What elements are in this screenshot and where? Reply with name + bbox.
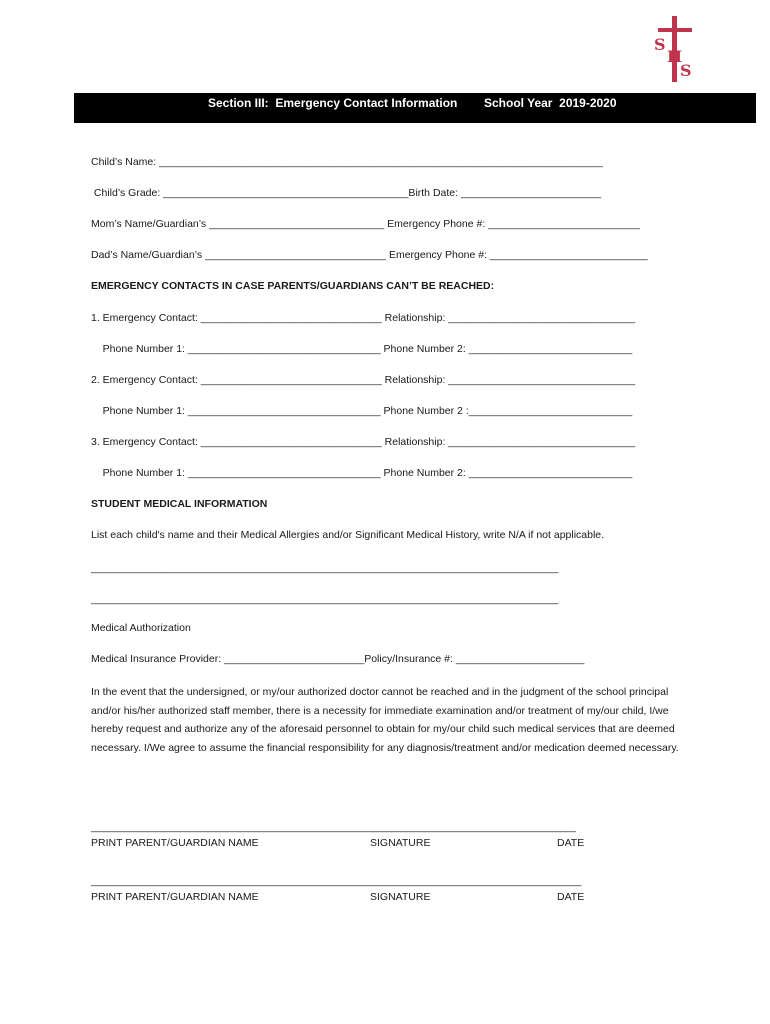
signature-label-1: SIGNATURE: [370, 837, 431, 849]
consent-paragraph: In the event that the undersigned, or my/our authorized doctor cannot be reached and in the judgment of the school principal and/or his/her authorized staff member, there is a necessity for immediate examination and/or treatment of my/our child, I/we hereby request and authorize any of the aforesaid personnel to obtain for my/our child such medical services that are deemed necessary. I/We agree to assume the financial responsibility for any diagnosis/treatment and/or medication deemed necessary.: [91, 686, 679, 754]
child-grade-field[interactable]: Child’s Grade: __________________________________________Birth Date: ________________________: [91, 187, 602, 199]
svg-text:S: S: [680, 61, 692, 80]
school-year: School Year 2019-2020: [484, 96, 617, 110]
school-logo-cross: [650, 14, 700, 84]
emergency-contact-1[interactable]: 1. Emergency Contact: _______________________________ Relationship: ________________________________: [91, 312, 636, 324]
emergency-contact-2-phones[interactable]: Phone Number 1: _________________________________ Phone Number 2 :____________________________: [91, 405, 633, 417]
print-name-label-2: PRINT PARENT/GUARDIAN NAME: [91, 891, 259, 903]
medical-history-line-2[interactable]: ________________________________________________________________________________: [91, 593, 559, 605]
emergency-contact-3-phones[interactable]: Phone Number 1: _________________________________ Phone Number 2: ____________________________: [91, 467, 633, 479]
signature-line-1[interactable]: ___________________________________________________________________________________: [91, 821, 576, 833]
section-title: Section III: Emergency Contact Information: [208, 96, 458, 110]
medical-history-line-1[interactable]: ________________________________________________________________________________: [91, 562, 559, 574]
medical-authorization-label: Medical Authorization: [91, 622, 191, 634]
mom-guardian-field[interactable]: Mom’s Name/Guardian’s ______________________________ Emergency Phone #: __________________________: [91, 218, 640, 230]
emergency-contact-1-phones[interactable]: Phone Number 1: _________________________________ Phone Number 2: ____________________________: [91, 343, 633, 355]
dad-guardian-field[interactable]: Dad’s Name/Guardian’s _______________________________ Emergency Phone #: ___________________________: [91, 249, 648, 261]
child-name-field[interactable]: Child’s Name: ____________________________________________________________________________: [91, 156, 603, 168]
print-name-label-1: PRINT PARENT/GUARDIAN NAME: [91, 837, 259, 849]
svg-text:H: H: [667, 47, 683, 66]
emergency-contact-2[interactable]: 2. Emergency Contact: _______________________________ Relationship: ________________________________: [91, 374, 636, 386]
svg-text:S: S: [654, 35, 666, 54]
insurance-field[interactable]: Medical Insurance Provider: ________________________Policy/Insurance #: ______________________: [91, 653, 585, 665]
signature-label-2: SIGNATURE: [370, 891, 431, 903]
section-banner: [74, 93, 756, 123]
date-label-2: DATE: [557, 891, 585, 903]
date-label-1: DATE: [557, 837, 585, 849]
medical-instruction: List each child's name and their Medical Allergies and/or Significant Medical History, write N/A if not applicable.: [91, 529, 605, 541]
emergency-contacts-heading: EMERGENCY CONTACTS IN CASE PARENTS/GUARDIANS CAN’T BE REACHED:: [91, 280, 495, 292]
emergency-contact-3[interactable]: 3. Emergency Contact: _______________________________ Relationship: ________________________________: [91, 436, 636, 448]
medical-info-heading: STUDENT MEDICAL INFORMATION: [91, 498, 268, 510]
signature-line-2[interactable]: ____________________________________________________________________________________: [91, 875, 582, 887]
